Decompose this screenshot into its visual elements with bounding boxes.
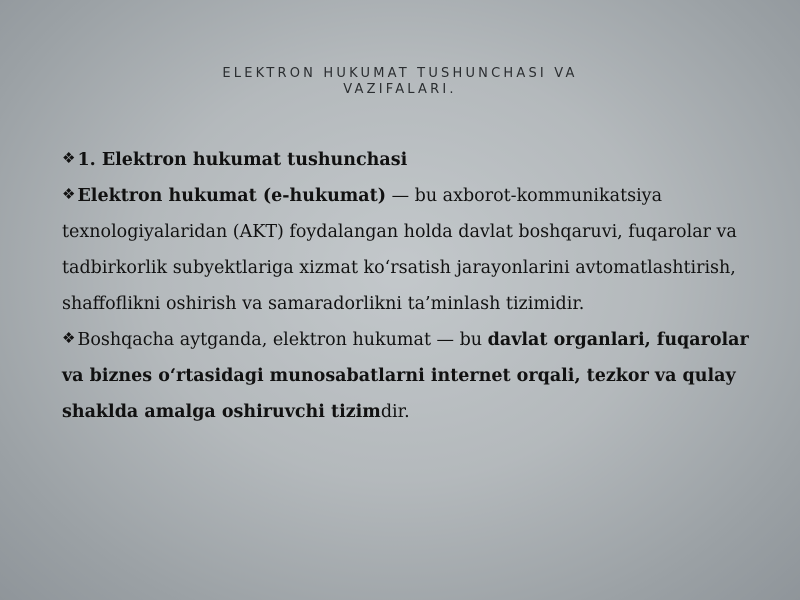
- slide-title-line-2: VAZIFALARI.: [343, 82, 457, 97]
- slide-title-line-1: ELEKTRON HUKUMAT TUSHUNCHASI VA: [222, 66, 578, 81]
- bullet-heading: [62, 142, 752, 178]
- bullet-summary: [62, 322, 752, 430]
- bullet-definition: [62, 178, 752, 322]
- diamond-bullet-icon: ❖: [62, 149, 76, 167]
- summary-tail: dir.: [380, 402, 410, 422]
- section-heading: 1. Elektron hukumat tushunchasi: [77, 150, 408, 170]
- summary-lead: Boshqacha aytganda, elektron hukumat — bu: [77, 330, 488, 350]
- diamond-bullet-icon: ❖: [62, 185, 76, 203]
- slide-body: [62, 142, 752, 430]
- diamond-bullet-icon: ❖: [62, 329, 76, 347]
- summary-emphasis: davlat organlari, fuqarolar va biznes o‘rtasidagi munosabatlarni internet orqali, tezkor va qulay shaklda amalga oshiruvchi tizim: [62, 330, 749, 422]
- definition-text: — bu axborot-kommunikatsiya texnologiyalaridan (AKT) foydalangan holda davlat boshqaruvi, fuqarolar va tadbirkorlik subyektlariga xizmat ko‘rsatish jarayonlarini avtomatlashtirish, shaffoflikni oshirish va samaradorlikni ta’minlash tizimidir.: [62, 186, 737, 314]
- slide-title: [150, 66, 650, 98]
- definition-term: Elektron hukumat (e-hukumat): [77, 186, 387, 206]
